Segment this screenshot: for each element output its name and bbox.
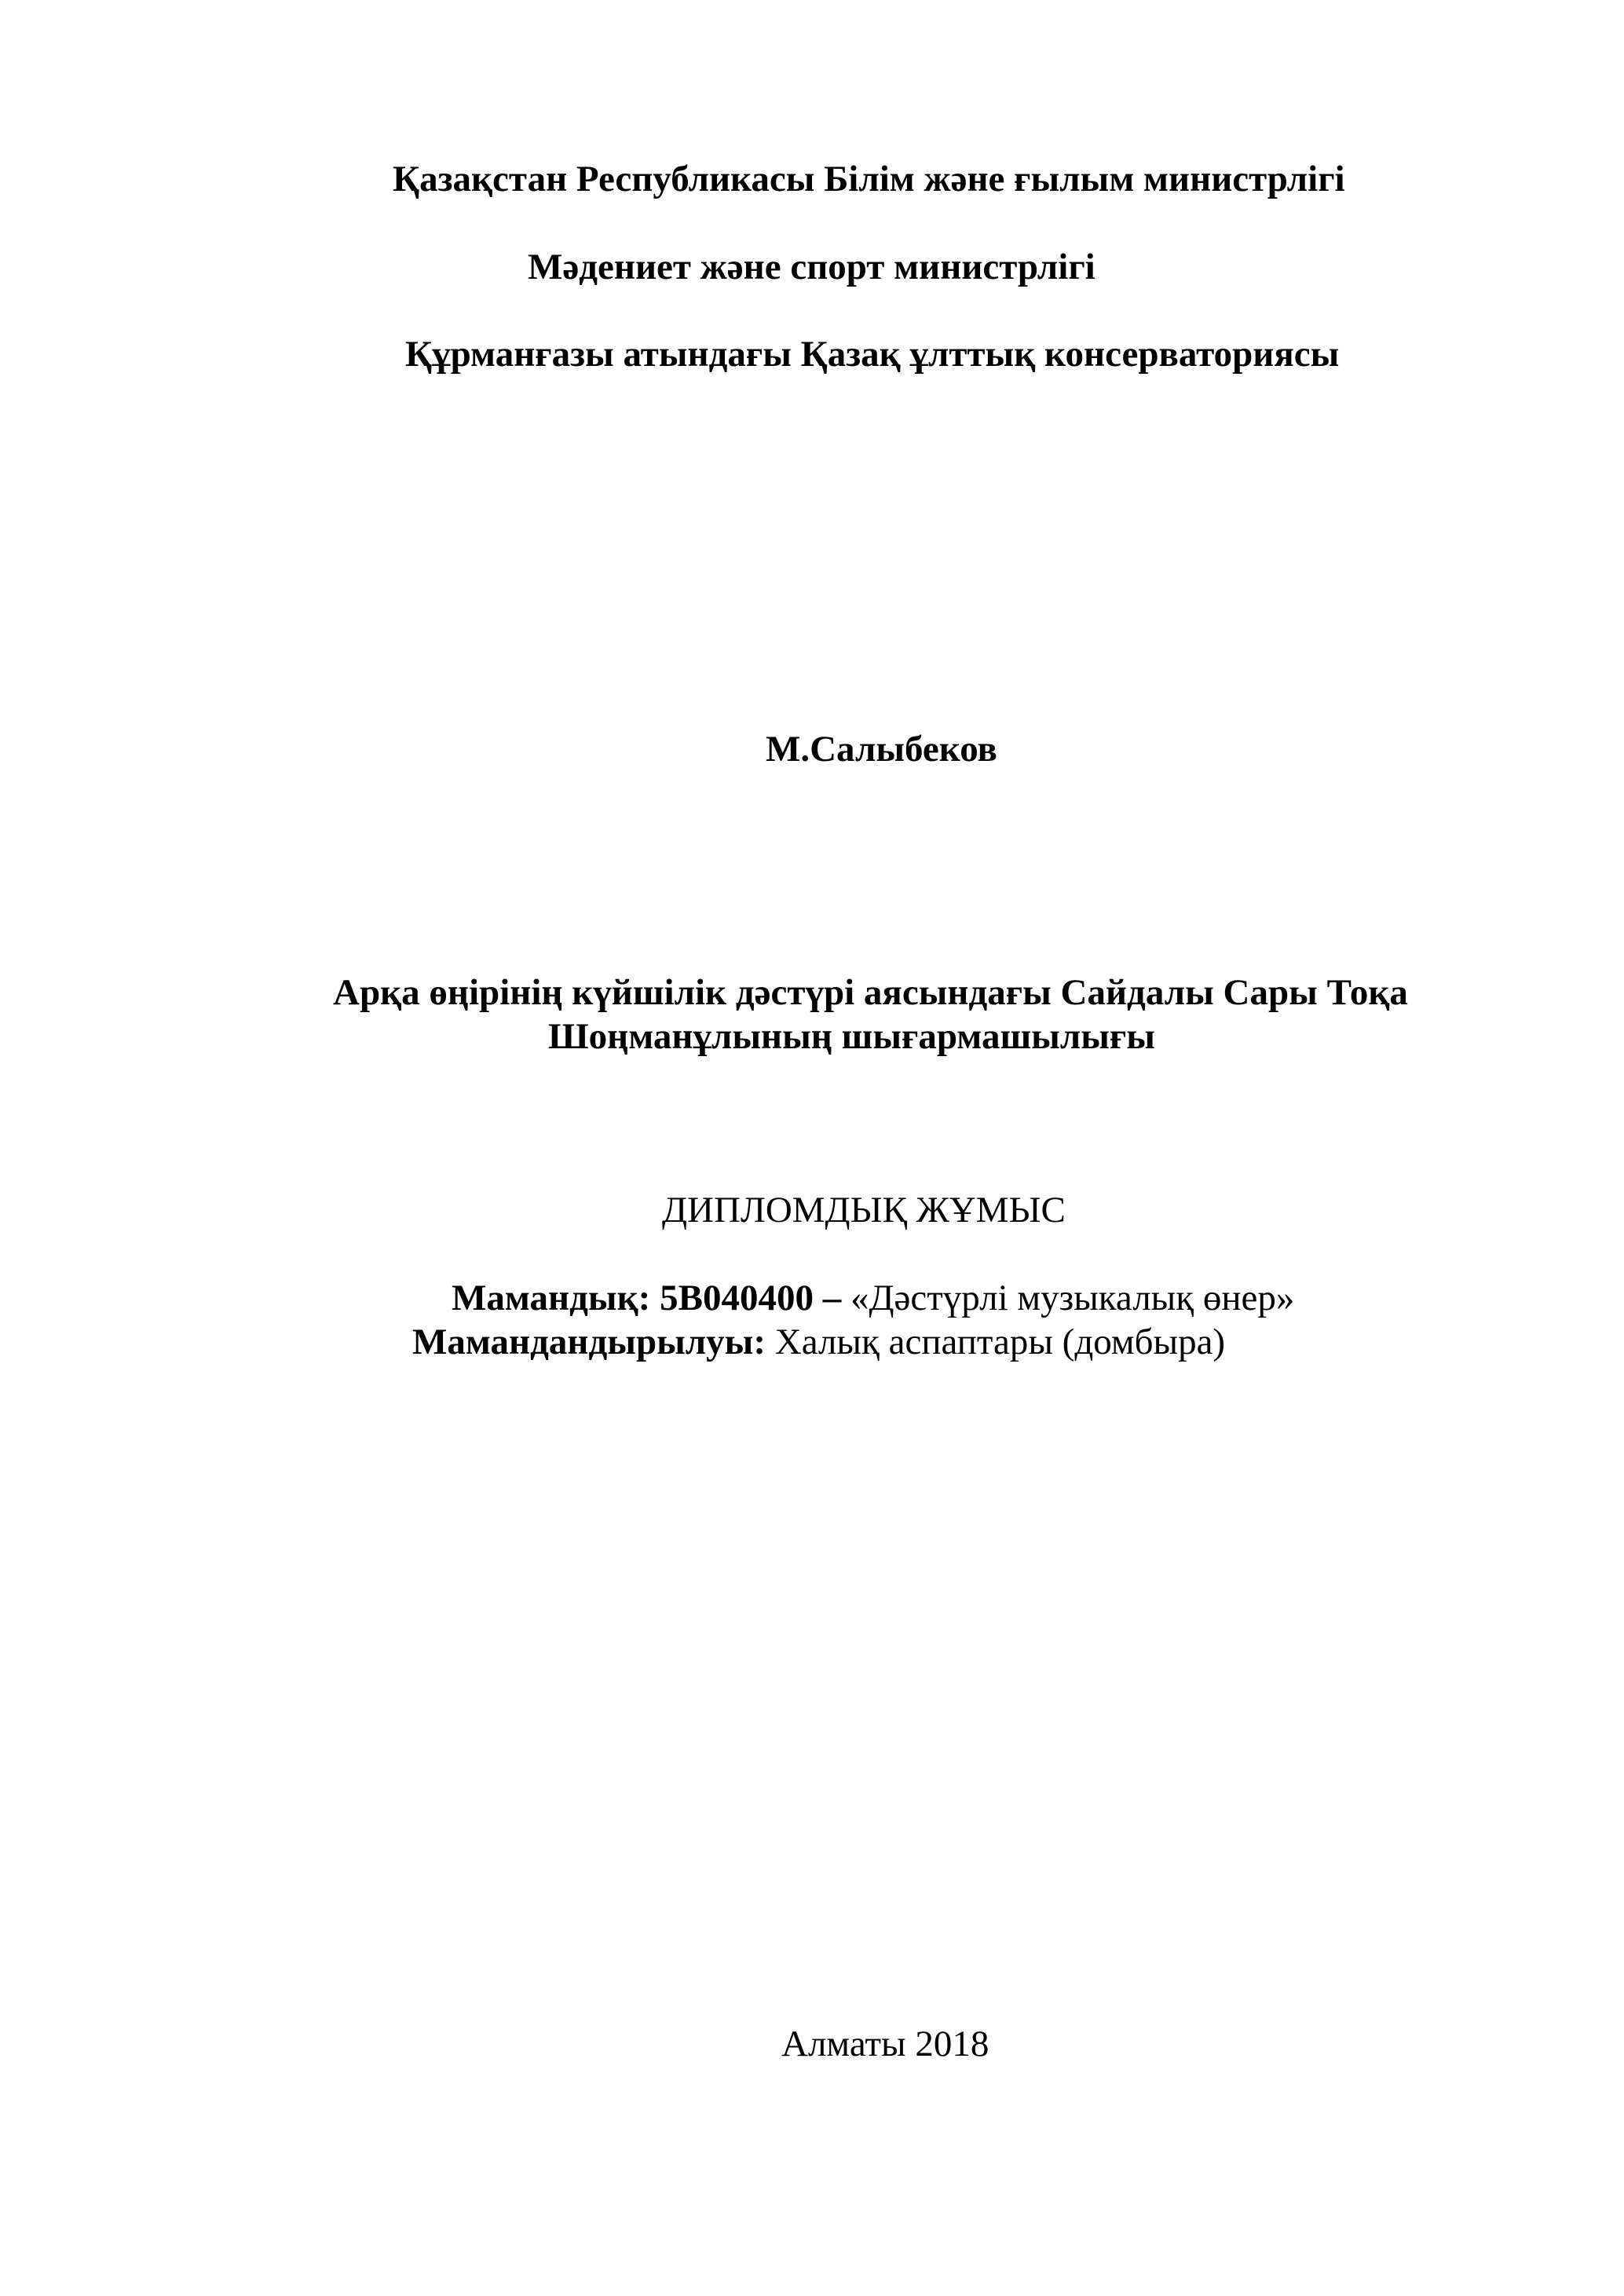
specialization-line bbox=[412, 1320, 1225, 1364]
specialty-label: Мамандық: bbox=[452, 1278, 651, 1318]
place-year: Алматы 2018 bbox=[781, 2024, 989, 2064]
thesis-title-line-1: Арқа өңірінің күйшілік дәстүрі аясындағы Сайдалы Сары Тоқа bbox=[333, 972, 1408, 1013]
thesis-title-line-2: Шоңманұлының шығармашылығы bbox=[548, 1016, 1155, 1057]
ministry-culture-heading: Мәдениет және спорт министрлігі bbox=[528, 247, 1095, 287]
ministry-education-heading: Қазақстан Республикасы Білім және ғылым министрлігі bbox=[393, 159, 1345, 199]
document-type: ДИПЛОМДЫҚ ЖҰМЫС bbox=[662, 1190, 1066, 1230]
conservatory-heading: Құрманғазы атындағы Қазақ ұлттық консерваториясы bbox=[405, 334, 1340, 375]
specialization-value: Халық аспаптары (домбыра) bbox=[774, 1322, 1226, 1362]
author-name: М.Салыбеков bbox=[766, 729, 997, 770]
specialty-line bbox=[452, 1276, 1294, 1320]
specialization-label: Мамандандырылуы: bbox=[412, 1322, 766, 1362]
specialty-name: «Дәстүрлі музыкалық өнер» bbox=[850, 1278, 1295, 1318]
specialty-code: 5В040400 bbox=[660, 1278, 814, 1318]
specialty-dash: – bbox=[813, 1278, 850, 1318]
